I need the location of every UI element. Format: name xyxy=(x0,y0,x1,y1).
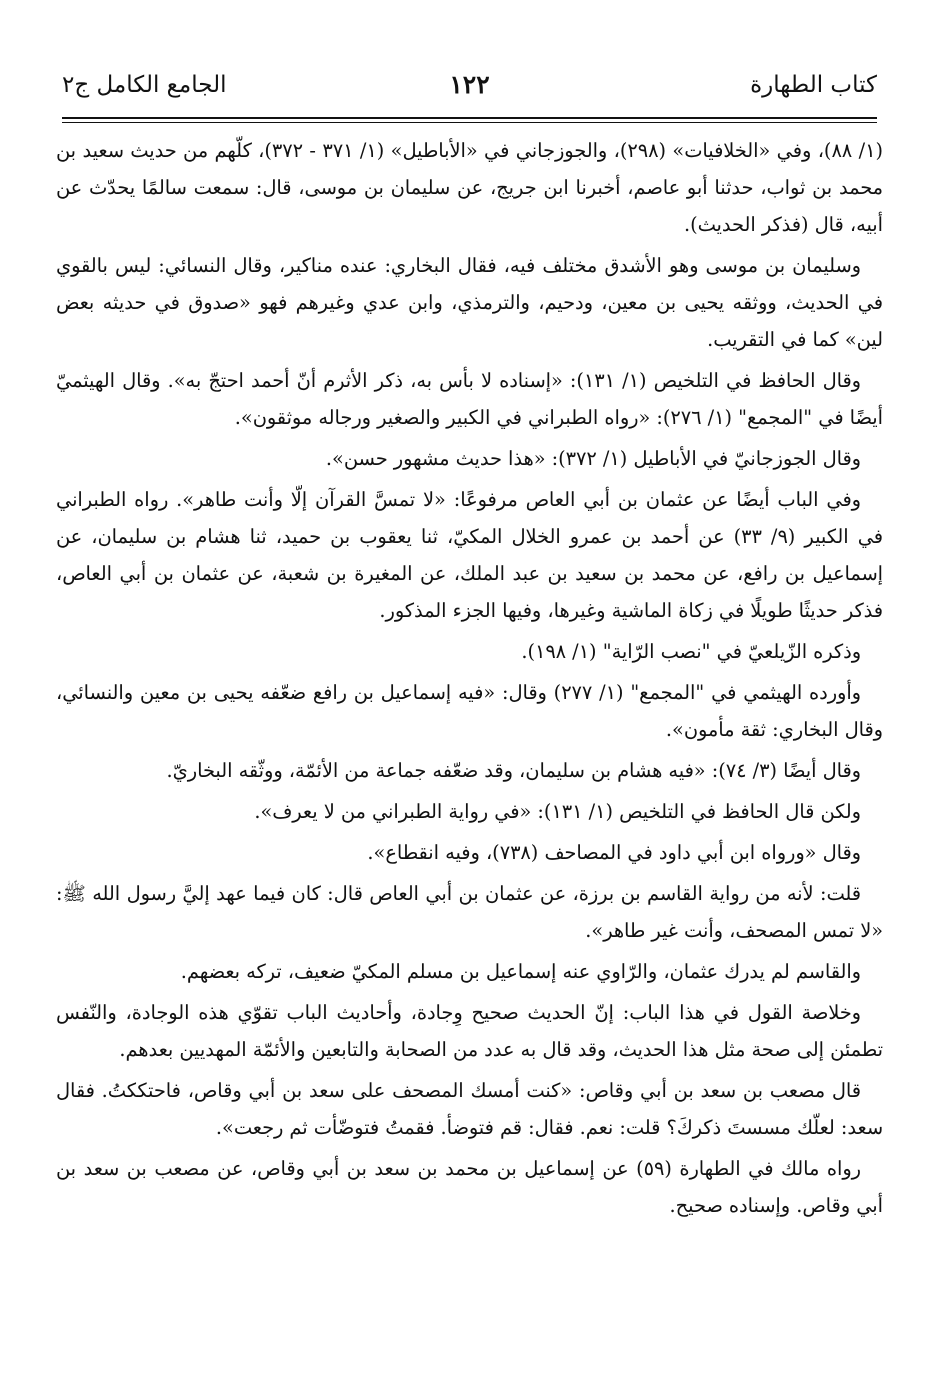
volume-title: الجامع الكامل ج٢ xyxy=(62,72,227,98)
paragraph: وقال أيضًا (٣/ ٧٤): «فيه هشام بن سليمان، وقد ضعّفه جماعة من الأئمّة، ووثّقه البخاريّ. xyxy=(166,759,861,782)
paragraph: وفي الباب أيضًا عن عثمان بن أبي العاص مرفوعًا: «لا تمسَّ القرآن إلّا وأنت طاهر». رواه الطبراني في الكبير (٩/ ٣٣) عن أحمد بن عمرو الخلال المكيّ، ثنا يعقوب بن حميد، ثنا هشام بن سليمان، عن إسماعيل بن رافع، عن محمد بن سعيد بن عبد الملك، عن المغيرة بن شعبة، عن عثمان بن أبي العاص، فذكر حديثًا طويلًا في زكاة الماشية وغيرها، وفيها الجزء المذكور. xyxy=(56,488,883,622)
paragraph: وأورده الهيثمي في "المجمع" (١/ ٢٧٧) وقال: «فيه إسماعيل بن رافع ضعّفه يحيى بن معين والنسائي، وقال البخاري: ثقة مأمون». xyxy=(56,681,883,741)
paragraph: وذكره الزّيلعيّ في "نصب الرّاية" (١/ ١٩٨). xyxy=(521,640,861,663)
running-header xyxy=(62,62,877,108)
paragraph: وخلاصة القول في هذا الباب: إنّ الحديث صحيح وِجادة، وأحاديث الباب تقوّي هذه الوجادة، والنّفس تطمئن إلى صحة مثل هذا الحديث، وقد قال به عدد من الصحابة والتابعين والأئمّة المهديين بعدهم. xyxy=(56,1001,883,1061)
paragraph: والقاسم لم يدرك عثمان، والرّاوي عنه إسماعيل بن مسلم المكيّ ضعيف، تركه بعضهم. xyxy=(180,960,861,983)
page-number: ١٢٢ xyxy=(449,70,490,99)
paragraph: (١/ ٨٨)، وفي «الخلافيات» (٢٩٨)، والجوزجاني في «الأباطيل» (١/ ٣٧١ - ٣٧٢)، كلّهم من حديث سعيد بن محمد بن ثواب، حدثنا أبو عاصم، أخبرنا ابن جريج، عن سليمان بن موسى، قال: سمعت سالمًا يحدّث عن أبيه، قال (فذكر الحديث). xyxy=(56,139,883,236)
paragraph: وقال الجوزجانيّ في الأباطيل (١/ ٣٧٢): «هذا حديث مشهور حسن». xyxy=(325,447,861,470)
paragraph: ولكن قال الحافظ في التلخيص (١/ ١٣١): «في رواية الطبراني من لا يعرف». xyxy=(254,800,861,823)
book-title: كتاب الطهارة xyxy=(750,72,877,98)
paragraph: قلت: لأنه من رواية القاسم بن برزة، عن عثمان بن أبي العاص قال: كان فيما عهد إليَّ رسول الله ﷺ: «لا تمس المصحف، وأنت غير طاهر». xyxy=(56,882,883,942)
paragraph: وقال الحافظ في التلخيص (١/ ١٣١): «إسناده لا بأس به، ذكر الأثرم أنّ أحمد احتجّ به». وقال الهيثميّ أيضًا في "المجمع" (١/ ٢٧٦): «رواه الطبراني في الكبير والصغير ورجاله موثقون». xyxy=(56,369,883,429)
page-body xyxy=(56,132,883,1361)
paragraph: وقال «ورواه ابن أبي داود في المصاحف (٧٣٨)، وفيه انقطاع». xyxy=(367,841,861,864)
paragraph: قال مصعب بن سعد بن أبي وقاص: «كنت أمسك المصحف على سعد بن أبي وقاص، فاحتككتُ. فقال سعد: لعلّك مسستَ ذكركَ؟ قلت: نعم. فقال: قم فتوضأ. فقمتُ فتوضّأت ثم رجعت». xyxy=(56,1079,883,1139)
paragraph: رواه مالك في الطهارة (٥٩) عن إسماعيل بن محمد بن سعد بن أبي وقاص، عن مصعب بن سعد بن أبي وقاص. وإسناده صحيح. xyxy=(56,1157,883,1217)
header-rule-thin xyxy=(62,122,877,123)
paragraph: وسليمان بن موسى وهو الأشدق مختلف فيه، فقال البخاري: عنده مناكير، وقال النسائي: ليس بالقوي في الحديث، ووثقه يحيى بن معين، ودحيم، والترمذي، وابن عدي وغيرهم فهو «صدوق في حديثه بعض لين» كما في التقريب. xyxy=(56,254,883,351)
header-rule-thick xyxy=(62,117,877,119)
